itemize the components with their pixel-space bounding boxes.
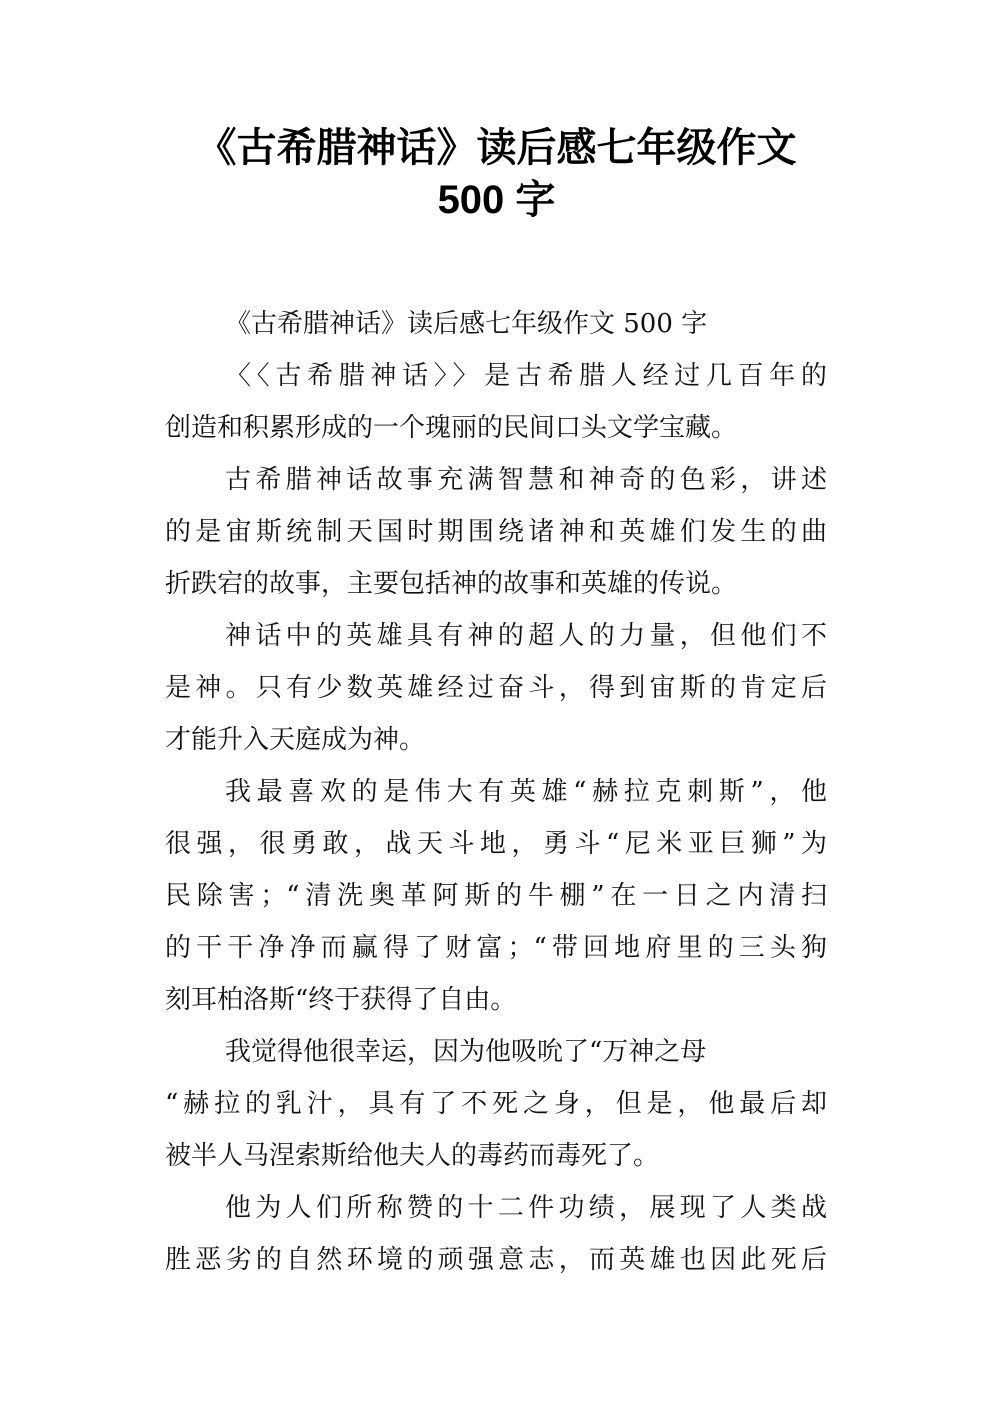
paragraph-5-line-3: 被半人马涅索斯给他夫人的毒药而毒死了。: [165, 1141, 660, 1171]
paragraph-5-line-2: “赫拉的乳汁，具有了不死之身，但是，他最后却: [165, 1089, 827, 1119]
paragraph-6-line-1: 他为人们所称赞的十二件功绩，展现了人类战: [225, 1193, 827, 1223]
paragraph-3-line-2: 是神。只有少数英雄经过奋斗，得到宙斯的肯定后: [165, 673, 827, 703]
document-body: [165, 298, 827, 1286]
paragraph-6-line-2: 胜恶劣的自然环境的顽强意志，而英雄也因此死后: [165, 1245, 827, 1275]
paragraph-3-line-1: 神话中的英雄具有神的超人的力量，但他们不: [225, 621, 827, 651]
paragraph-1-line-1: 〈〈古希腊神话〉〉是古希腊人经过几百年的: [225, 361, 827, 391]
paragraph-4-line-1: 我最喜欢的是伟大有英雄“赫拉克刺斯”，他: [225, 777, 827, 807]
title-line-2: 500 字: [437, 178, 556, 222]
paragraph-2-line-3: 折跌宕的故事，主要包括神的故事和英雄的传说。: [165, 569, 738, 599]
paragraph-5-line-1: 我觉得他很幸运，因为他吸吮了“万神之母: [225, 1037, 707, 1067]
paragraph-4-line-5: 刻耳柏洛斯“终于获得了自由。: [165, 985, 517, 1015]
paragraph-4-line-2: 很强，很勇敢，战天斗地，勇斗“尼米亚巨狮”为: [165, 829, 827, 859]
paragraph-4-line-3: 民除害；“清洗奥革阿斯的牛棚”在一日之内清扫: [165, 881, 827, 911]
paragraph-2-line-2: 的是宙斯统制天国时期围绕诸神和英雄们发生的曲: [165, 517, 827, 547]
title-line-1: 《古希腊神话》读后感七年级作文: [196, 126, 797, 170]
paragraph-subtitle-line: 《古希腊神话》读后感七年级作文 500 字: [225, 309, 708, 339]
paragraph-4-line-4: 的干干净净而赢得了财富；“带回地府里的三头狗: [165, 933, 827, 963]
paragraph-2-line-1: 古希腊神话故事充满智慧和神奇的色彩，讲述: [225, 465, 827, 495]
document-title: [0, 122, 993, 226]
paragraph-1-line-2: 创造和积累形成的一个瑰丽的民间口头文学宝藏。: [165, 413, 738, 443]
paragraph-3-line-3: 才能升入天庭成为神。: [165, 725, 426, 755]
